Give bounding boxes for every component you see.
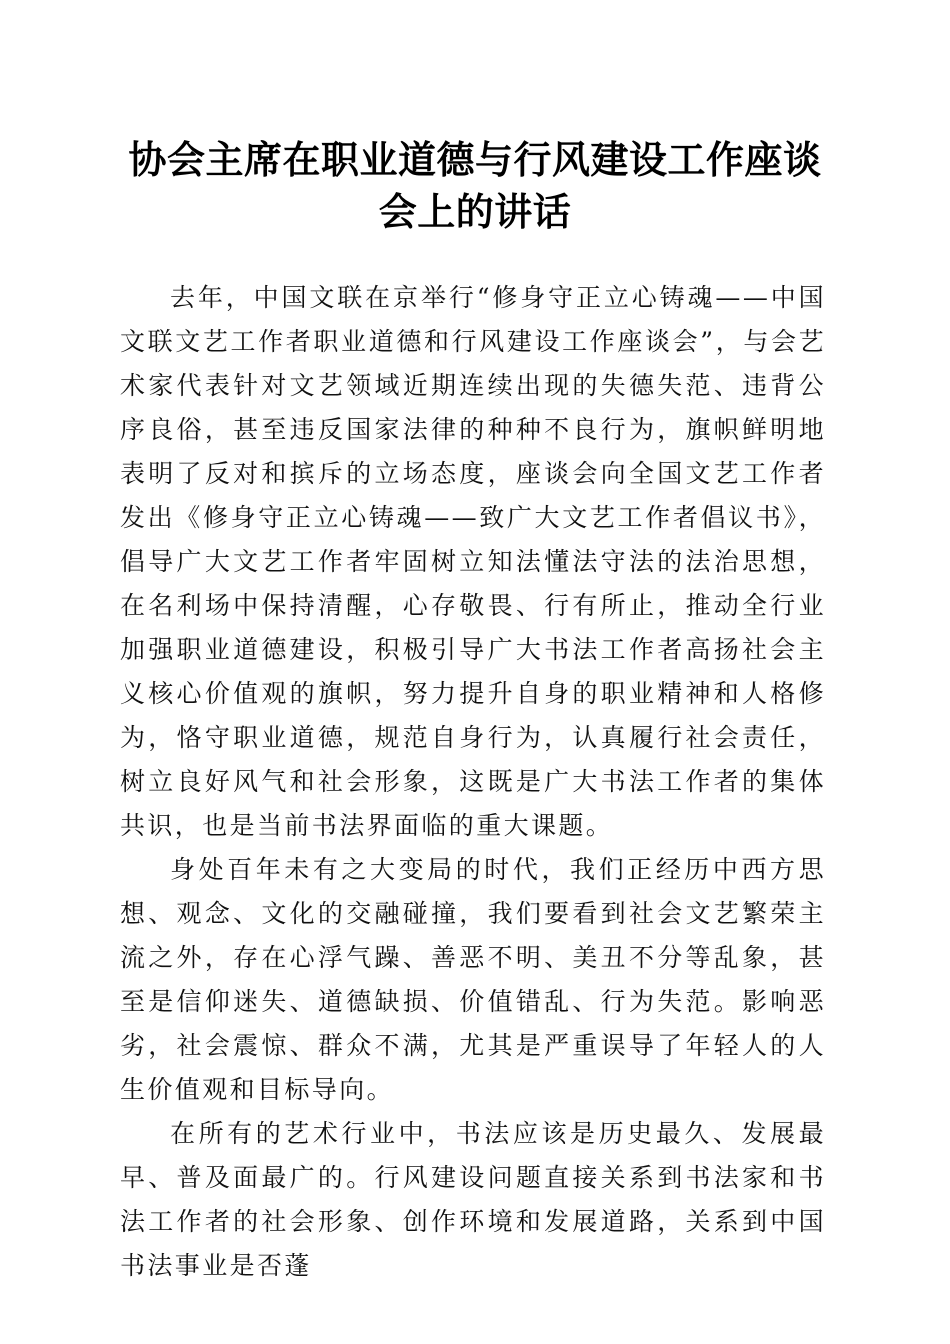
paragraph-1: 去年，中国文联在京举行“修身守正立心铸魂——中国文联文艺工作者职业道德和行风建设工作座谈会”，与会艺术家代表针对文艺领域近期连续出现的失德失范、违背公序良俗，甚至违反国家法律的种种不良行为，旗帜鲜明地表明了反对和摈斥的立场态度，座谈会向全国文艺工作者发出《修身守正立心铸魂——致广大文艺工作者倡议书》，倡导广大文艺工作者牢固树立知法懂法守法的法治思想，在名利场中保持清醒，心存敬畏、行有所止，推动全行业加强职业道德建设，积极引导广大书法工作者高扬社会主义核心价值观的旗帜，努力提升自身的职业精神和人格修为，恪守职业道德，规范自身行为，认真履行社会责任，树立良好风气和社会形象，这既是广大书法工作者的集体共识，也是当前书法界面临的重大课题。 <box>120 283 826 840</box>
document-body <box>120 276 826 1288</box>
paragraph-2: 身处百年未有之大变局的时代，我们正经历中西方思想、观念、文化的交融碰撞，我们要看到社会文艺繁荣主流之外，存在心浮气躁、善恶不明、美丑不分等乱象，甚至是信仰迷失、道德缺损、价值错乱、行为失范。影响恶劣，社会震惊、群众不满，尤其是严重误导了年轻人的人生价值观和目标导向。 <box>120 855 826 1104</box>
paragraph-3: 在所有的艺术行业中，书法应该是历史最久、发展最早、普及面最广的。行风建设问题直接关系到书法家和书法工作者的社会形象、创作环境和发展道路，关系到中国书法事业是否蓬 <box>120 1119 826 1280</box>
document-title: 协会主席在职业道德与行风建设工作座谈会上的讲话 <box>128 137 822 234</box>
